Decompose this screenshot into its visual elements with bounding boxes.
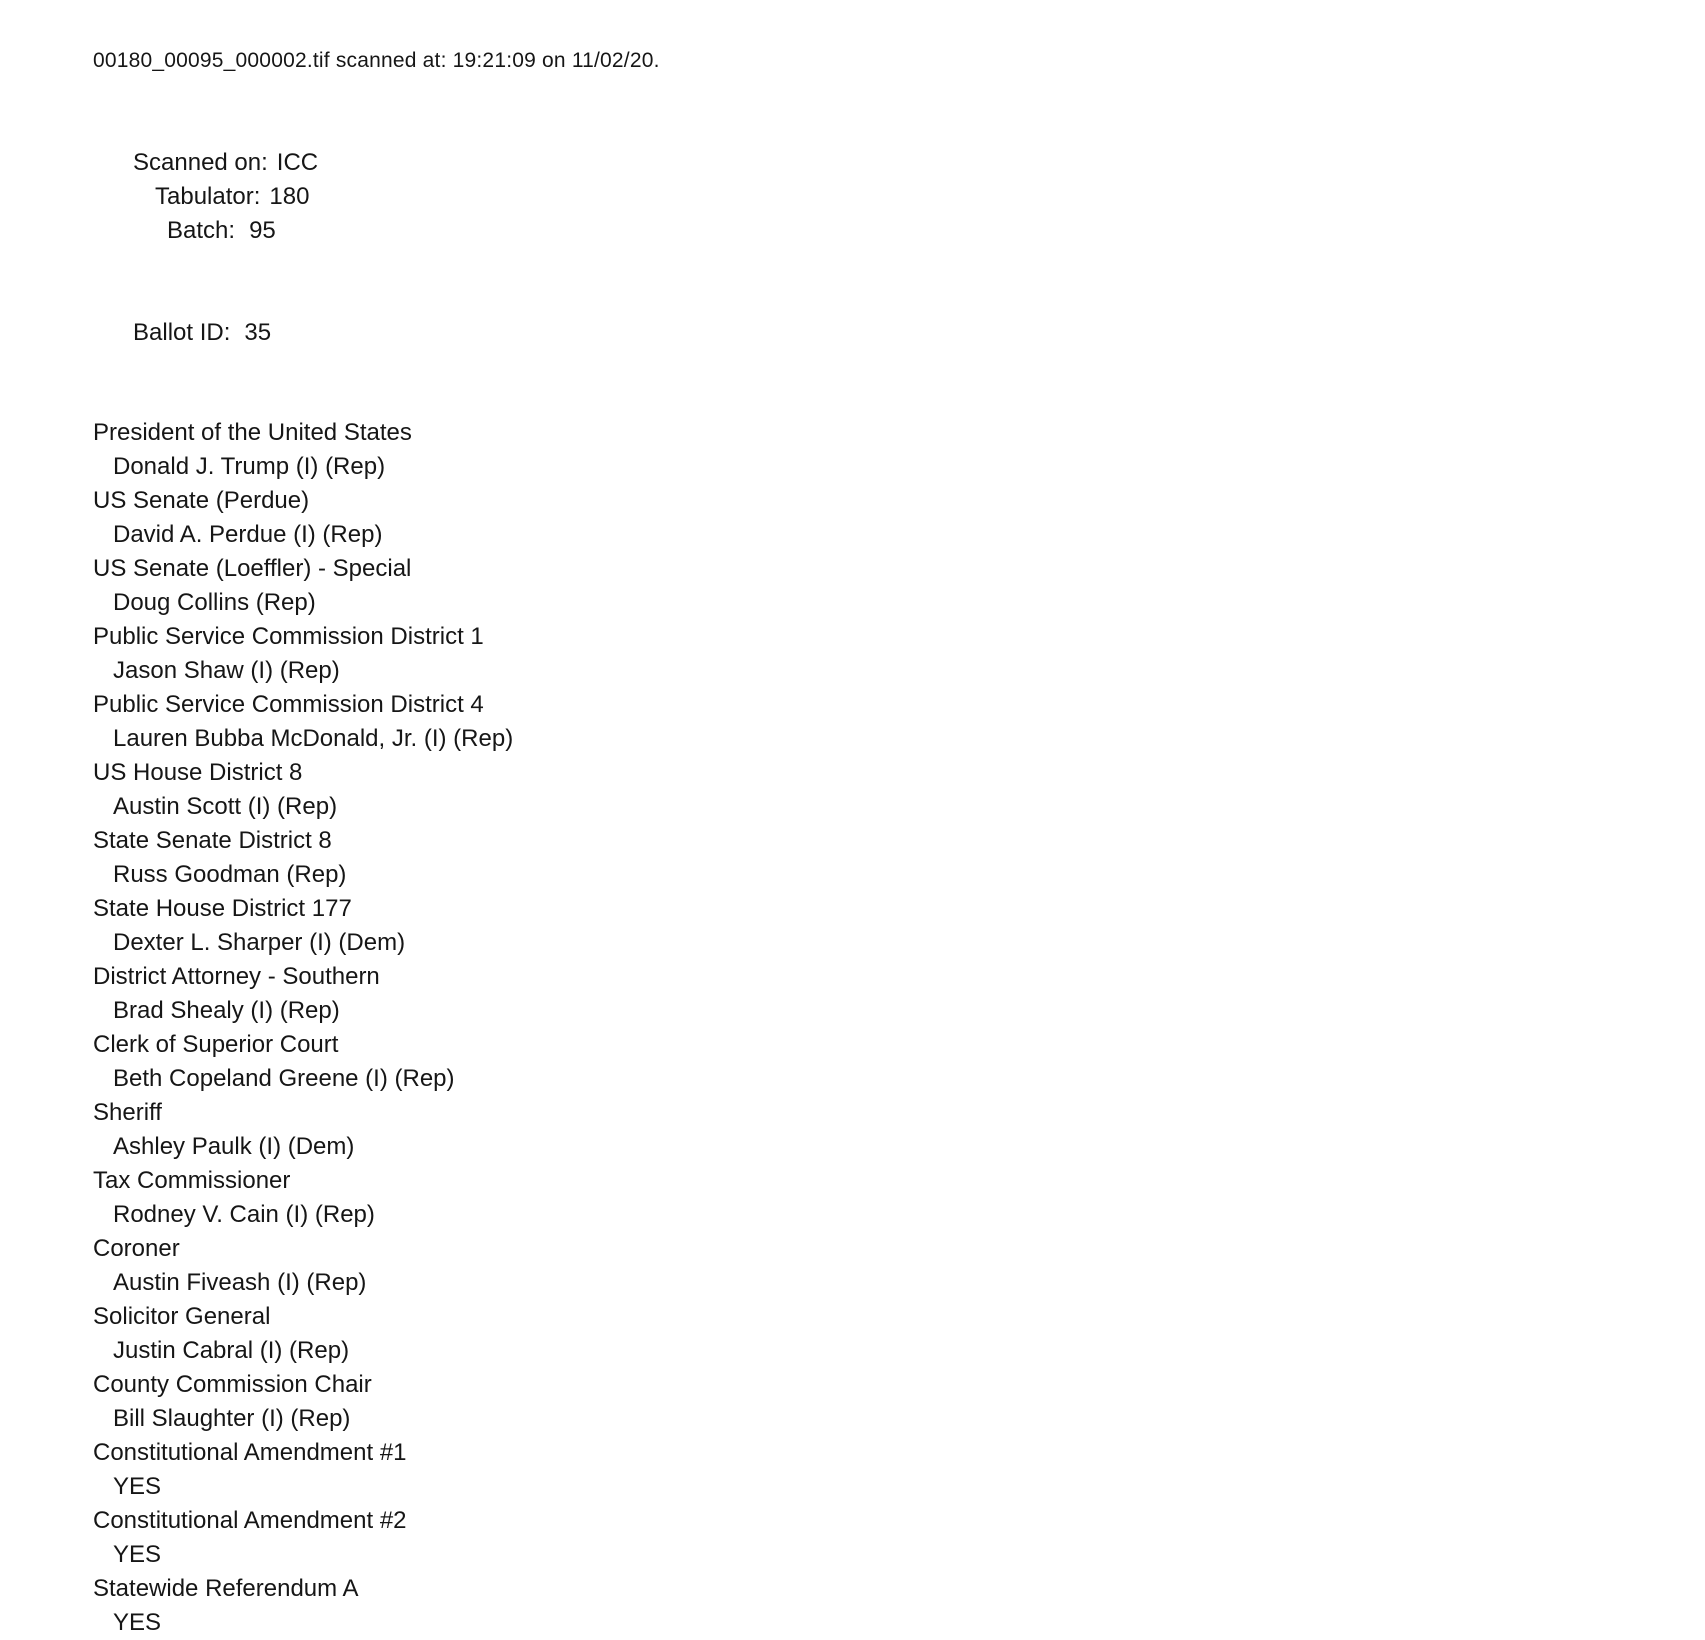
contest-office: State Senate District 8	[93, 827, 332, 854]
contest-office: State House District 177	[93, 895, 352, 922]
contest-block	[93, 1164, 1665, 1232]
ballot-id-row	[93, 282, 1665, 384]
contest-block	[93, 1436, 1665, 1504]
contest-block	[93, 620, 1665, 688]
contest-selection: David A. Perdue (I) (Rep)	[113, 521, 383, 548]
contest-selection: Jason Shaw (I) (Rep)	[113, 657, 340, 684]
contest-office: Tax Commissioner	[93, 1167, 291, 1194]
contest-selection: Doug Collins (Rep)	[113, 589, 316, 616]
contest-selection: YES	[113, 1473, 162, 1500]
contest-block	[93, 1232, 1665, 1300]
contest-selection: Russ Goodman (Rep)	[113, 861, 347, 888]
contest-block	[93, 688, 1665, 756]
contest-block	[93, 824, 1665, 892]
contest-office: Sheriff	[93, 1099, 162, 1126]
contest-block	[93, 892, 1665, 960]
contest-selection: Bill Slaughter (I) (Rep)	[113, 1405, 351, 1432]
contest-office: Solicitor General	[93, 1303, 271, 1330]
contest-office: Coroner	[93, 1235, 180, 1262]
contest-block	[93, 1028, 1665, 1096]
contest-selection: Donald J. Trump (I) (Rep)	[113, 453, 386, 480]
contest-office: US Senate (Perdue)	[93, 487, 310, 514]
contest-selection: Brad Shealy (I) (Rep)	[113, 997, 340, 1024]
contest-list	[93, 416, 1665, 1640]
contest-office: Constitutional Amendment #2	[93, 1507, 407, 1534]
contest-office: County Commission Chair	[93, 1371, 372, 1398]
contest-selection: Beth Copeland Greene (I) (Rep)	[113, 1065, 455, 1092]
contest-selection: Lauren Bubba McDonald, Jr. (I) (Rep)	[113, 725, 514, 752]
contest-selection: Ashley Paulk (I) (Dem)	[113, 1133, 355, 1160]
contest-selection: Rodney V. Cain (I) (Rep)	[113, 1201, 375, 1228]
tabulator-value: 180	[269, 183, 310, 210]
contest-office: Statewide Referendum A	[93, 1575, 359, 1602]
contest-selection: Austin Scott (I) (Rep)	[113, 793, 338, 820]
contest-office: Clerk of Superior Court	[93, 1031, 339, 1058]
scan-filename-line: 00180_00095_000002.tif scanned at: 19:21:09 on 11/02/20.	[93, 49, 660, 72]
contest-office: District Attorney - Southern	[93, 963, 380, 990]
contest-office: US House District 8	[93, 759, 303, 786]
scanned-on-value: ICC	[276, 149, 319, 176]
contest-selection: Austin Fiveash (I) (Rep)	[113, 1269, 367, 1296]
ballot-id-field	[133, 319, 271, 346]
scanned-on-label: Scanned on:	[133, 149, 268, 176]
contest-block	[93, 416, 1665, 484]
contest-office: President of the United States	[93, 419, 412, 446]
batch-field	[167, 217, 276, 244]
contest-office: US Senate (Loeffler) - Special	[93, 555, 412, 582]
contest-office: Constitutional Amendment #1	[93, 1439, 407, 1466]
tabulator-field	[155, 183, 309, 210]
contest-block	[93, 1368, 1665, 1436]
contest-selection: YES	[113, 1541, 162, 1568]
scan-meta-row	[93, 112, 1665, 282]
contest-block	[93, 756, 1665, 824]
contest-block	[93, 1096, 1665, 1164]
contest-office: Public Service Commission District 4	[93, 691, 484, 718]
contest-block	[93, 1504, 1665, 1572]
scanned-on-field	[133, 149, 318, 176]
contest-block	[93, 1300, 1665, 1368]
scan-meta-block	[93, 112, 1665, 384]
contest-block	[93, 1572, 1665, 1640]
contest-selection: Justin Cabral (I) (Rep)	[113, 1337, 350, 1364]
contest-block	[93, 484, 1665, 552]
batch-value: 95	[249, 217, 276, 244]
contest-selection: YES	[113, 1609, 162, 1636]
batch-label: Batch:	[167, 217, 236, 244]
tabulator-label: Tabulator:	[155, 183, 261, 210]
contest-block	[93, 552, 1665, 620]
ballot-id-label: Ballot ID:	[133, 319, 231, 346]
contest-block	[93, 960, 1665, 1028]
ballot-id-value: 35	[244, 319, 272, 346]
contest-office: Public Service Commission District 1	[93, 623, 484, 650]
contest-selection: Dexter L. Sharper (I) (Dem)	[113, 929, 406, 956]
